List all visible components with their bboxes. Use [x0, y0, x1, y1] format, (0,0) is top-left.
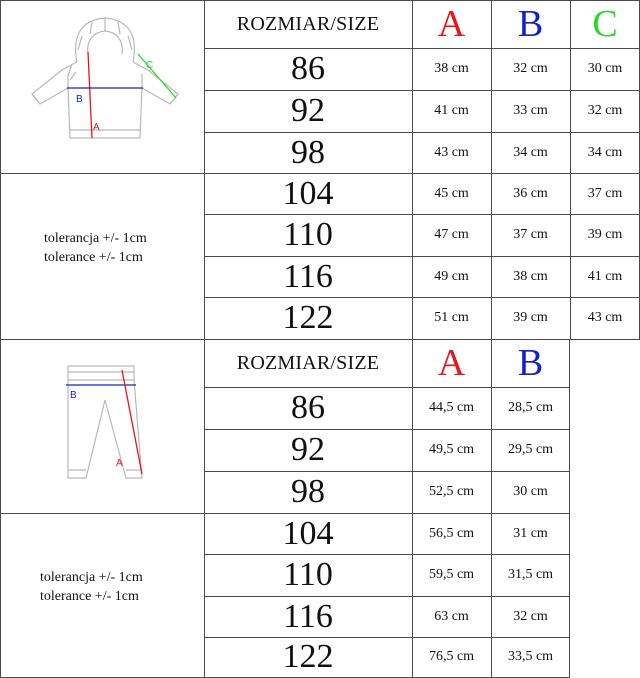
measure-b-cell: 36 cm [513, 185, 548, 201]
measure-a-cell: 41 cm [434, 103, 469, 118]
size-cell: 104 [282, 514, 334, 552]
column-header-a: A [437, 342, 466, 384]
measure-b-cell: 31,5 cm [507, 567, 554, 582]
size-cell: 116 [283, 597, 333, 635]
measure-a-cell: 44,5 cm [428, 400, 475, 415]
measure-a-cell: 49 cm [434, 268, 469, 284]
size-cell: 116 [283, 257, 333, 295]
size-cell: 110 [283, 556, 333, 593]
tolerance-line-pl: tolerancja +/- 1cm [44, 231, 147, 246]
size-cell: 110 [283, 216, 333, 253]
tolerance-line-en: tolerance +/- 1cm [44, 250, 143, 265]
measure-a-cell: 56,5 cm [428, 525, 475, 541]
measure-b-cell: 30 cm [513, 484, 548, 499]
diagram-label-a: A [93, 122, 100, 133]
measure-b-cell: 32 cm [513, 608, 548, 624]
tolerance-note-top [44, 229, 147, 267]
measure-a-cell: 63 cm [434, 608, 469, 624]
measure-c-cell: 32 cm [587, 103, 623, 118]
tolerance-line-en: tolerance +/- 1cm [40, 589, 139, 604]
hoodie-diagram [20, 12, 190, 142]
column-header-b: B [517, 342, 544, 384]
measure-a-cell: 49,5 cm [428, 442, 475, 457]
size-header: ROZMIAR/SIZE [236, 12, 380, 35]
measure-a-cell: 45 cm [434, 185, 469, 201]
measure-b-cell: 29,5 cm [507, 442, 554, 457]
column-header-a: A [437, 3, 466, 45]
measure-c-cell: 43 cm [587, 310, 623, 325]
column-header-b: B [517, 3, 544, 45]
measure-b-cell: 31 cm [513, 525, 548, 541]
pants-label-a: A [116, 458, 123, 469]
size-cell: 122 [282, 638, 334, 675]
measure-b-cell: 39 cm [513, 310, 548, 325]
size-header: ROZMIAR/SIZE [236, 351, 380, 374]
tolerance-note-bottom [40, 568, 143, 606]
measure-a-cell: 47 cm [434, 227, 469, 242]
pants-label-b: B [70, 390, 77, 401]
measure-b-cell: 37 cm [513, 227, 548, 242]
column-header-c: C [592, 3, 618, 45]
measure-b-cell: 32 cm [513, 61, 548, 76]
measure-c-cell: 41 cm [587, 268, 623, 284]
diagram-label-b: B [76, 94, 83, 105]
measure-c-cell: 30 cm [587, 61, 623, 76]
size-cell: 98 [291, 473, 325, 510]
measure-a-cell: 51 cm [434, 310, 469, 325]
size-cell: 86 [291, 389, 325, 426]
diagram-label-c: C [146, 60, 154, 71]
measure-b-cell: 33,5 cm [507, 649, 554, 664]
measure-a-cell: 43 cm [434, 144, 469, 160]
size-cell: 86 [291, 50, 325, 87]
size-cell: 92 [291, 431, 325, 468]
size-cell: 98 [291, 133, 325, 171]
measure-b-cell: 38 cm [513, 268, 548, 284]
pants-diagram [50, 358, 170, 488]
measure-a-cell: 38 cm [434, 61, 469, 76]
measure-a-cell: 59,5 cm [428, 567, 475, 582]
tolerance-line-pl: tolerancja +/- 1cm [40, 570, 143, 585]
size-cell: 104 [282, 174, 334, 212]
measure-b-cell: 34 cm [513, 144, 548, 160]
measure-a-cell: 76,5 cm [428, 649, 475, 664]
measure-b-cell: 28,5 cm [507, 400, 554, 415]
measure-b-cell: 33 cm [513, 103, 548, 118]
measure-c-cell: 37 cm [587, 185, 623, 201]
size-cell: 122 [282, 299, 334, 336]
size-cell: 92 [291, 92, 325, 129]
measure-c-cell: 34 cm [587, 144, 623, 160]
measure-a-cell: 52,5 cm [428, 484, 475, 499]
measure-c-cell: 39 cm [587, 227, 623, 242]
